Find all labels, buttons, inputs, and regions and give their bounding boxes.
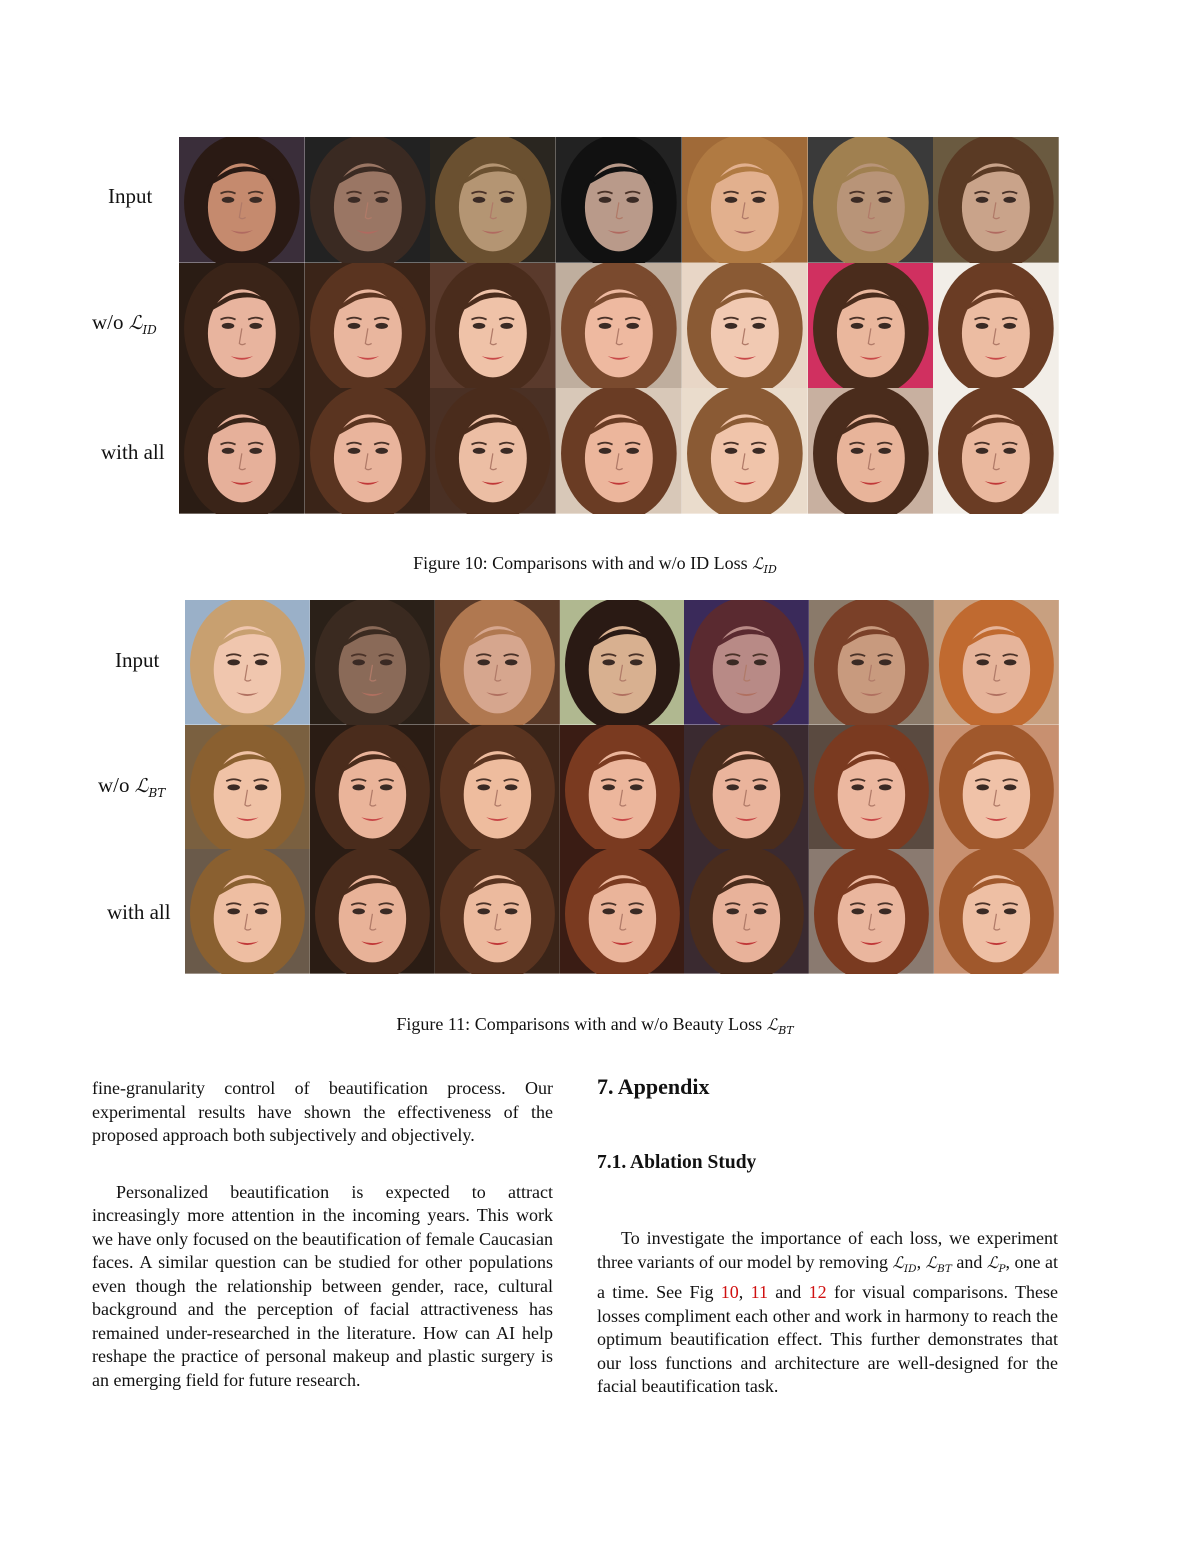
face-image xyxy=(933,388,1059,514)
left-column xyxy=(92,1077,553,1392)
row-label-without-id: w/o ℒ$_{ID}$ xyxy=(92,310,157,337)
face-image xyxy=(556,137,682,263)
face-image xyxy=(684,849,809,974)
face-image xyxy=(435,600,560,725)
row-label-with-all: with all xyxy=(107,900,171,924)
face-image-grid xyxy=(185,600,1059,974)
paragraph: To investigate the importance of each loss, we experiment three variants of our model by removing ℒ$_{ID}$, ℒ$_{BT}$ and ℒ$_P$, one at a time. See Fig 10, 11 and 12 for visual comparisons. These losses compliment each other and work in harmony to reach the optimum beautification effect. This further demonstrates that our loss functions and architecture are well-designed for the facial beautification task. xyxy=(597,1228,1059,1397)
face-image-grid xyxy=(179,137,1059,514)
face-image xyxy=(185,725,310,850)
figure-reference-link[interactable]: 11 xyxy=(750,1282,768,1303)
figure-11-caption: Figure 11: Comparisons with and w/o Beauty Loss ℒ$_{BT}$ xyxy=(396,1014,794,1038)
face-image xyxy=(560,725,685,850)
face-image xyxy=(435,849,560,974)
row-label-without-bt: w/o ℒ$_{BT}$ xyxy=(98,773,166,800)
face-image xyxy=(560,849,685,974)
face-image xyxy=(310,849,435,974)
paragraph: Personalized beautification is expected to attract increasingly more attention in the incoming years. This work we have only focused on the beautification of female Caucasian faces. A similar question can be studied for other populations even though the relationship between gender, race, cultural background and the perception of facial attractiveness has remained under-researched in the literature. How can AI help reshape the practice of personal makeup and plastic surgery is an emerging field for future research. xyxy=(92,1181,553,1390)
row-label-with-all: with all xyxy=(101,440,165,464)
face-image xyxy=(185,849,310,974)
face-image xyxy=(435,725,560,850)
face-image xyxy=(808,263,934,389)
figure-10-caption: Figure 10: Comparisons with and w/o ID Loss ℒ$_{ID}$ xyxy=(413,553,777,577)
face-image xyxy=(305,263,431,389)
row-label-input: Input xyxy=(108,184,153,208)
face-image xyxy=(310,600,435,725)
face-image xyxy=(305,137,431,263)
face-image xyxy=(808,137,934,263)
face-image xyxy=(808,388,934,514)
face-image xyxy=(934,725,1059,850)
face-image xyxy=(179,263,305,389)
face-image xyxy=(556,263,682,389)
face-image xyxy=(682,388,808,514)
face-image xyxy=(560,600,685,725)
face-image xyxy=(305,388,431,514)
face-image xyxy=(934,849,1059,974)
face-image xyxy=(310,725,435,850)
section-title: 7. Appendix xyxy=(597,1074,710,1099)
subsection-title: 7.1. Ablation Study xyxy=(597,1152,757,1173)
face-image xyxy=(185,600,310,725)
face-image xyxy=(682,137,808,263)
face-image xyxy=(933,137,1059,263)
face-image xyxy=(430,388,556,514)
face-image xyxy=(684,600,809,725)
face-image xyxy=(556,388,682,514)
face-image xyxy=(933,263,1059,389)
face-image xyxy=(179,137,305,263)
right-column xyxy=(597,1227,1058,1399)
row-label-input: Input xyxy=(115,648,160,672)
face-image xyxy=(809,725,934,850)
face-image xyxy=(682,263,808,389)
face-image xyxy=(179,388,305,514)
face-image xyxy=(934,600,1059,725)
face-image xyxy=(430,263,556,389)
figure-reference-link[interactable]: 10 xyxy=(720,1282,739,1303)
paragraph: fine-granularity control of beautification process. Our experimental results have shown the effectiveness of the proposed approach both subjectively and objectively. xyxy=(92,1078,553,1145)
figure-reference-link[interactable]: 12 xyxy=(808,1282,827,1303)
face-image xyxy=(809,849,934,974)
face-image xyxy=(809,600,934,725)
face-image xyxy=(430,137,556,263)
face-image xyxy=(684,725,809,850)
